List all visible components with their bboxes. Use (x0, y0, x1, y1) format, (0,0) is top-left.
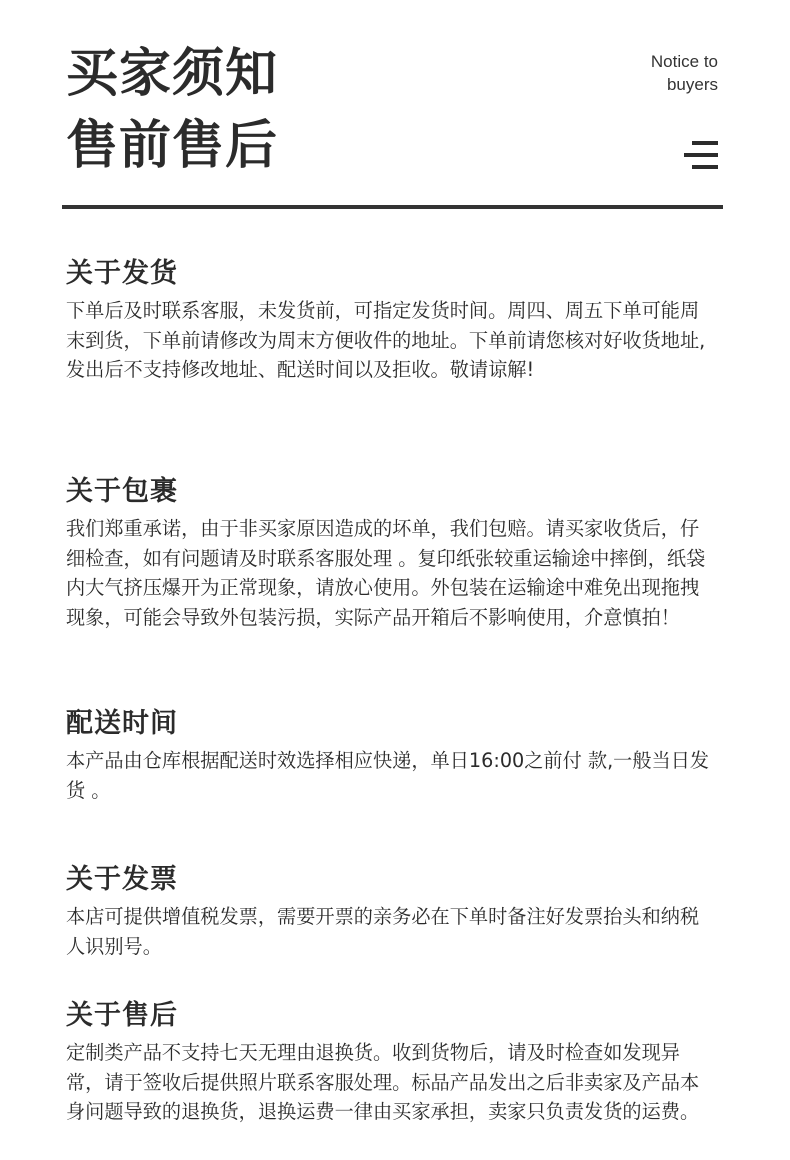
section-body: 本产品由仓库根据配送时效选择相应快递，单日16:00之前付 款,一般当日发货 。 (66, 749, 710, 802)
page-title-line-2: 售前售后 (66, 116, 279, 176)
section-title: 关于售后 (66, 1000, 178, 1031)
section-delivery-time (66, 706, 716, 805)
section-title: 关于包裹 (66, 476, 178, 507)
notice-line-1: Notice to (650, 52, 718, 71)
section-body: 本店可提供增值税发票，需要开票的亲务必在下单时备注好发票抬头和纳税人识别号。 (66, 905, 700, 958)
menu-icon (684, 141, 718, 171)
section-shipping (66, 256, 716, 385)
section-body: 定制类产品不支持七天无理由退换货。收到货物后，请及时检查如发现异常，请于签收后提供照片联系客服处理。标品产品发出之后非卖家及产品本身问题导致的退换货，退换运费一律由买家承担，卖家只负责发货的运费。 (66, 1041, 700, 1123)
section-title: 关于发票 (66, 864, 178, 895)
section-title: 配送时间 (66, 708, 178, 739)
section-invoice (66, 862, 716, 961)
notice-label (651, 50, 718, 96)
page-title-line-1: 买家须知 (66, 44, 279, 104)
section-body: 我们郑重承诺，由于非买家原因造成的坏单，我们包赔。请买家收货后，仔细检查，如有问题请及时联系客服处理 。复印纸张较重运输途中摔倒，纸袋内大气挤压爆开为正常现象，请放心使用。外包装在运输途中难免出现拖拽现象，可能会导致外包装污损，实际产品开箱后不影响使用，介意慎拍！ (66, 517, 706, 629)
section-after-sales (66, 998, 716, 1127)
section-body: 下单后及时联系客服，未发货前，可指定发货时间。周四、周五下单可能周末到货，下单前请修改为周末方便收件的地址。下单前请您核对好收货地址,发出后不支持修改地址、配送时间以及拒收。敬请谅解! (66, 299, 706, 381)
section-title: 关于发货 (66, 258, 178, 289)
notice-line-2: buyers (666, 75, 718, 94)
header-divider (62, 205, 723, 209)
page-header (0, 0, 790, 215)
section-package (66, 474, 716, 632)
